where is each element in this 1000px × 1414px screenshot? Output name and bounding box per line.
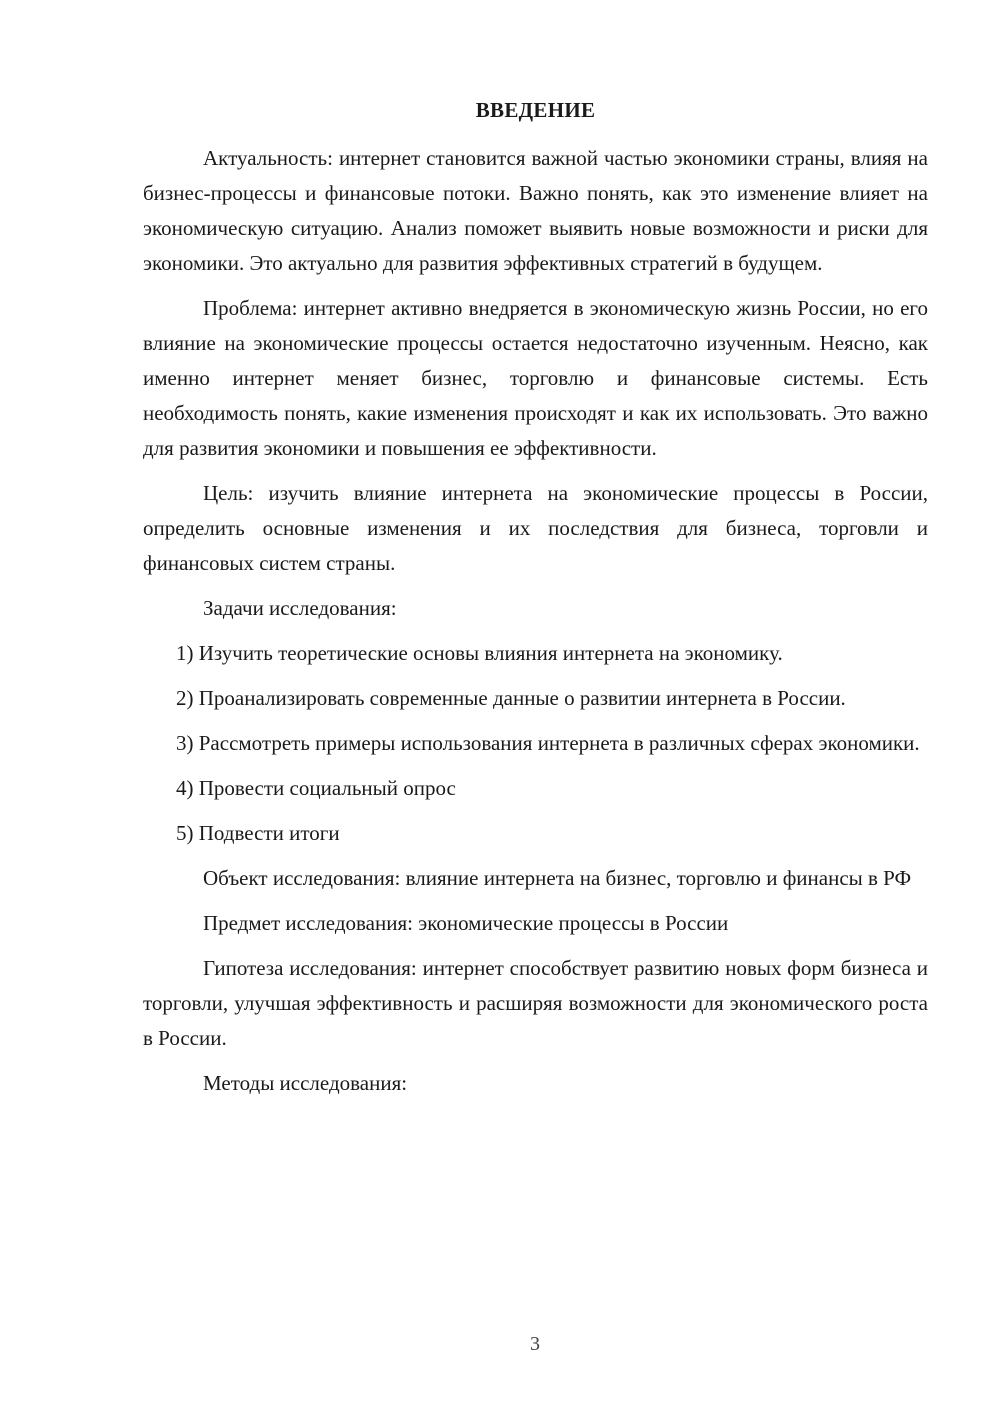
methods-title: Методы исследования: (203, 1071, 408, 1095)
paragraph-relevance: Актуальность: интернет становится важной частью экономики страны, влияя на бизнес-процессы и финансовые потоки. Важно понять, как это изменение влияет на экономическую ситуацию. Анализ поможет выявить новые возможности и риски для экономики. Это актуально для развития эффективных стратегий в будущем. (143, 146, 928, 275)
paragraph-goal: Цель: изучить влияние интернета на экономические процессы в России, определить основные изменения и их последствия для бизнеса, торговли и финансовых систем страны. (143, 481, 928, 575)
paragraph-problem: Проблема: интернет активно внедряется в экономическую жизнь России, но его влияние на экономические процессы остается недостаточно изученным. Неясно, как именно интернет меняет бизнес, торговлю и финансовые системы. Есть необходимость понять, какие изменения происходят и как их использовать. Это важно для развития экономики и повышения ее эффективности. (143, 296, 928, 460)
task-item-3: 3) Рассмотреть примеры использования интернета в различных сферах экономики. (176, 731, 920, 755)
tasks-title: Задачи исследования: (203, 596, 397, 620)
paragraph-subject: Предмет исследования: экономические процессы в России (203, 911, 729, 935)
paragraph-hypothesis: Гипотеза исследования: интернет способствует развитию новых форм бизнеса и торговли, улучшая эффективность и расширяя возможности для экономического роста в России. (143, 956, 928, 1050)
task-item-4: 4) Провести социальный опрос (176, 776, 456, 800)
document-page (143, 95, 928, 1111)
paragraph-object: Объект исследования: влияние интернета на бизнес, торговлю и финансы в РФ (203, 866, 912, 890)
task-item-5: 5) Подвести итоги (176, 821, 340, 845)
task-item-2: 2) Проанализировать современные данные о развитии интернета в России. (176, 686, 846, 710)
task-item-1: 1) Изучить теоретические основы влияния интернета на экономику. (176, 641, 783, 665)
section-heading: ВВЕДЕНИЕ (475, 98, 596, 122)
page-number: 3 (530, 1333, 540, 1355)
